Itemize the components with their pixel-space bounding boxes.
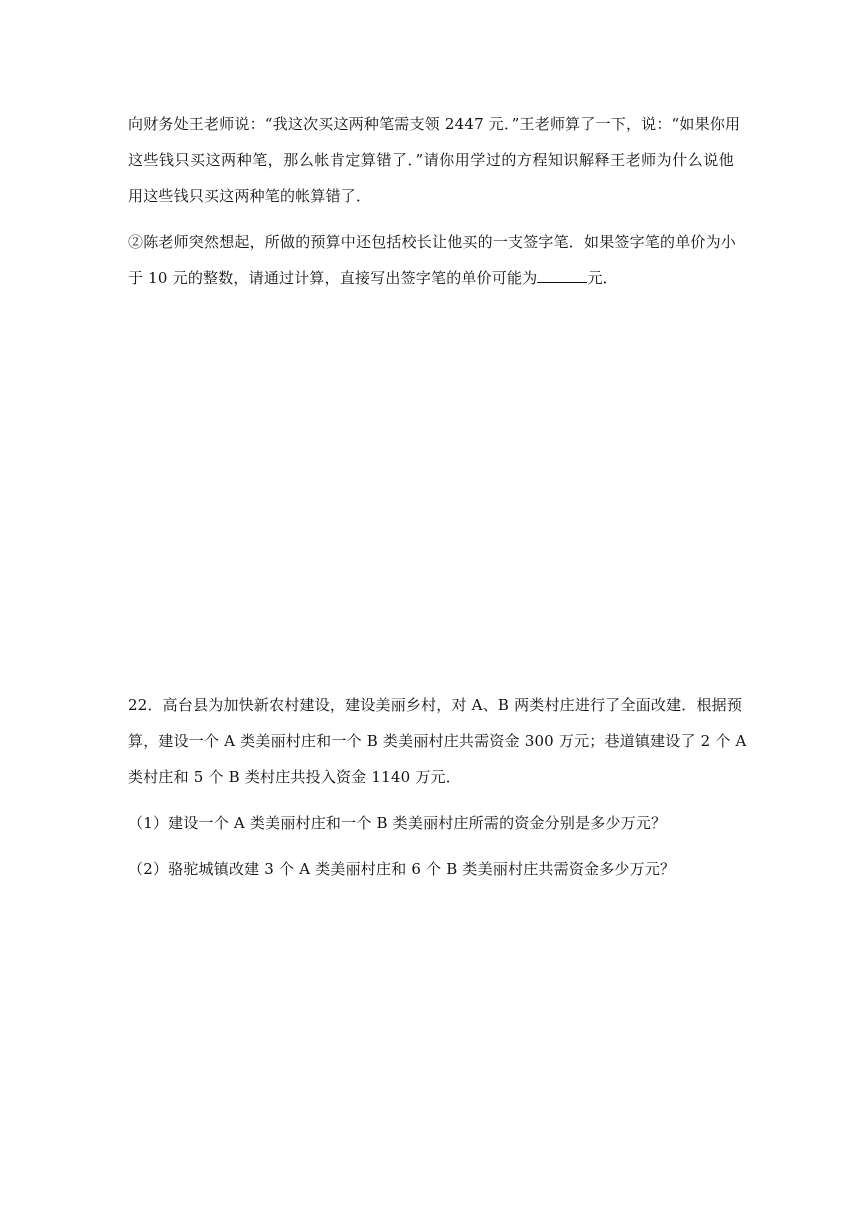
text-line: 这些钱只买这两种笔，那么帐肯定算错了．”请你用学过的方程知识解释王老师为什么说他: [128, 151, 734, 169]
text-line: （2）骆驼城镇改建 3 个 A 类美丽村庄和 6 个 B 类美丽村庄共需资金多少万元？: [128, 860, 676, 878]
text-line: ②陈老师突然想起，所做的预算中还包括校长让他买的一支签字笔．如果签字笔的单价为小: [128, 233, 737, 251]
text-line-with-blank: [128, 260, 734, 296]
problem-21-part-2-text: [128, 224, 737, 296]
text-line: 22．高台县为加快新农村建设，建设美丽乡村，对 A、B 两类村庄进行了全面改建．根据预: [128, 696, 743, 714]
text-line: 类村庄和 5 个 B 类村庄共投入资金 1140 万元．: [128, 768, 461, 786]
problem-22-stem: [128, 687, 747, 795]
text-before-blank: 于 10 元的整数，请通过计算，直接写出签字笔的单价可能为: [128, 269, 538, 287]
problem-22-question-1: [128, 805, 734, 841]
text-line: 向财务处王老师说：“我这次买这两种笔需支领 2447 元．”王老师算了一下，说：“如果你用: [128, 115, 741, 133]
text-after-blank: 元．: [587, 269, 618, 287]
text-line: （1）建设一个 A 类美丽村庄和一个 B 类美丽村庄所需的资金分别是多少万元？: [128, 814, 667, 832]
problem-22-question-2: [128, 851, 734, 887]
problem-21-part-1-text: [128, 106, 741, 214]
text-line: 算，建设一个 A 类美丽村庄和一个 B 类美丽村庄共需资金 300 万元；巷道镇建设了 2 个 A: [128, 732, 747, 750]
text-line: 用这些钱只买这两种笔的帐算错了．: [128, 187, 372, 205]
answer-blank: [537, 268, 587, 283]
